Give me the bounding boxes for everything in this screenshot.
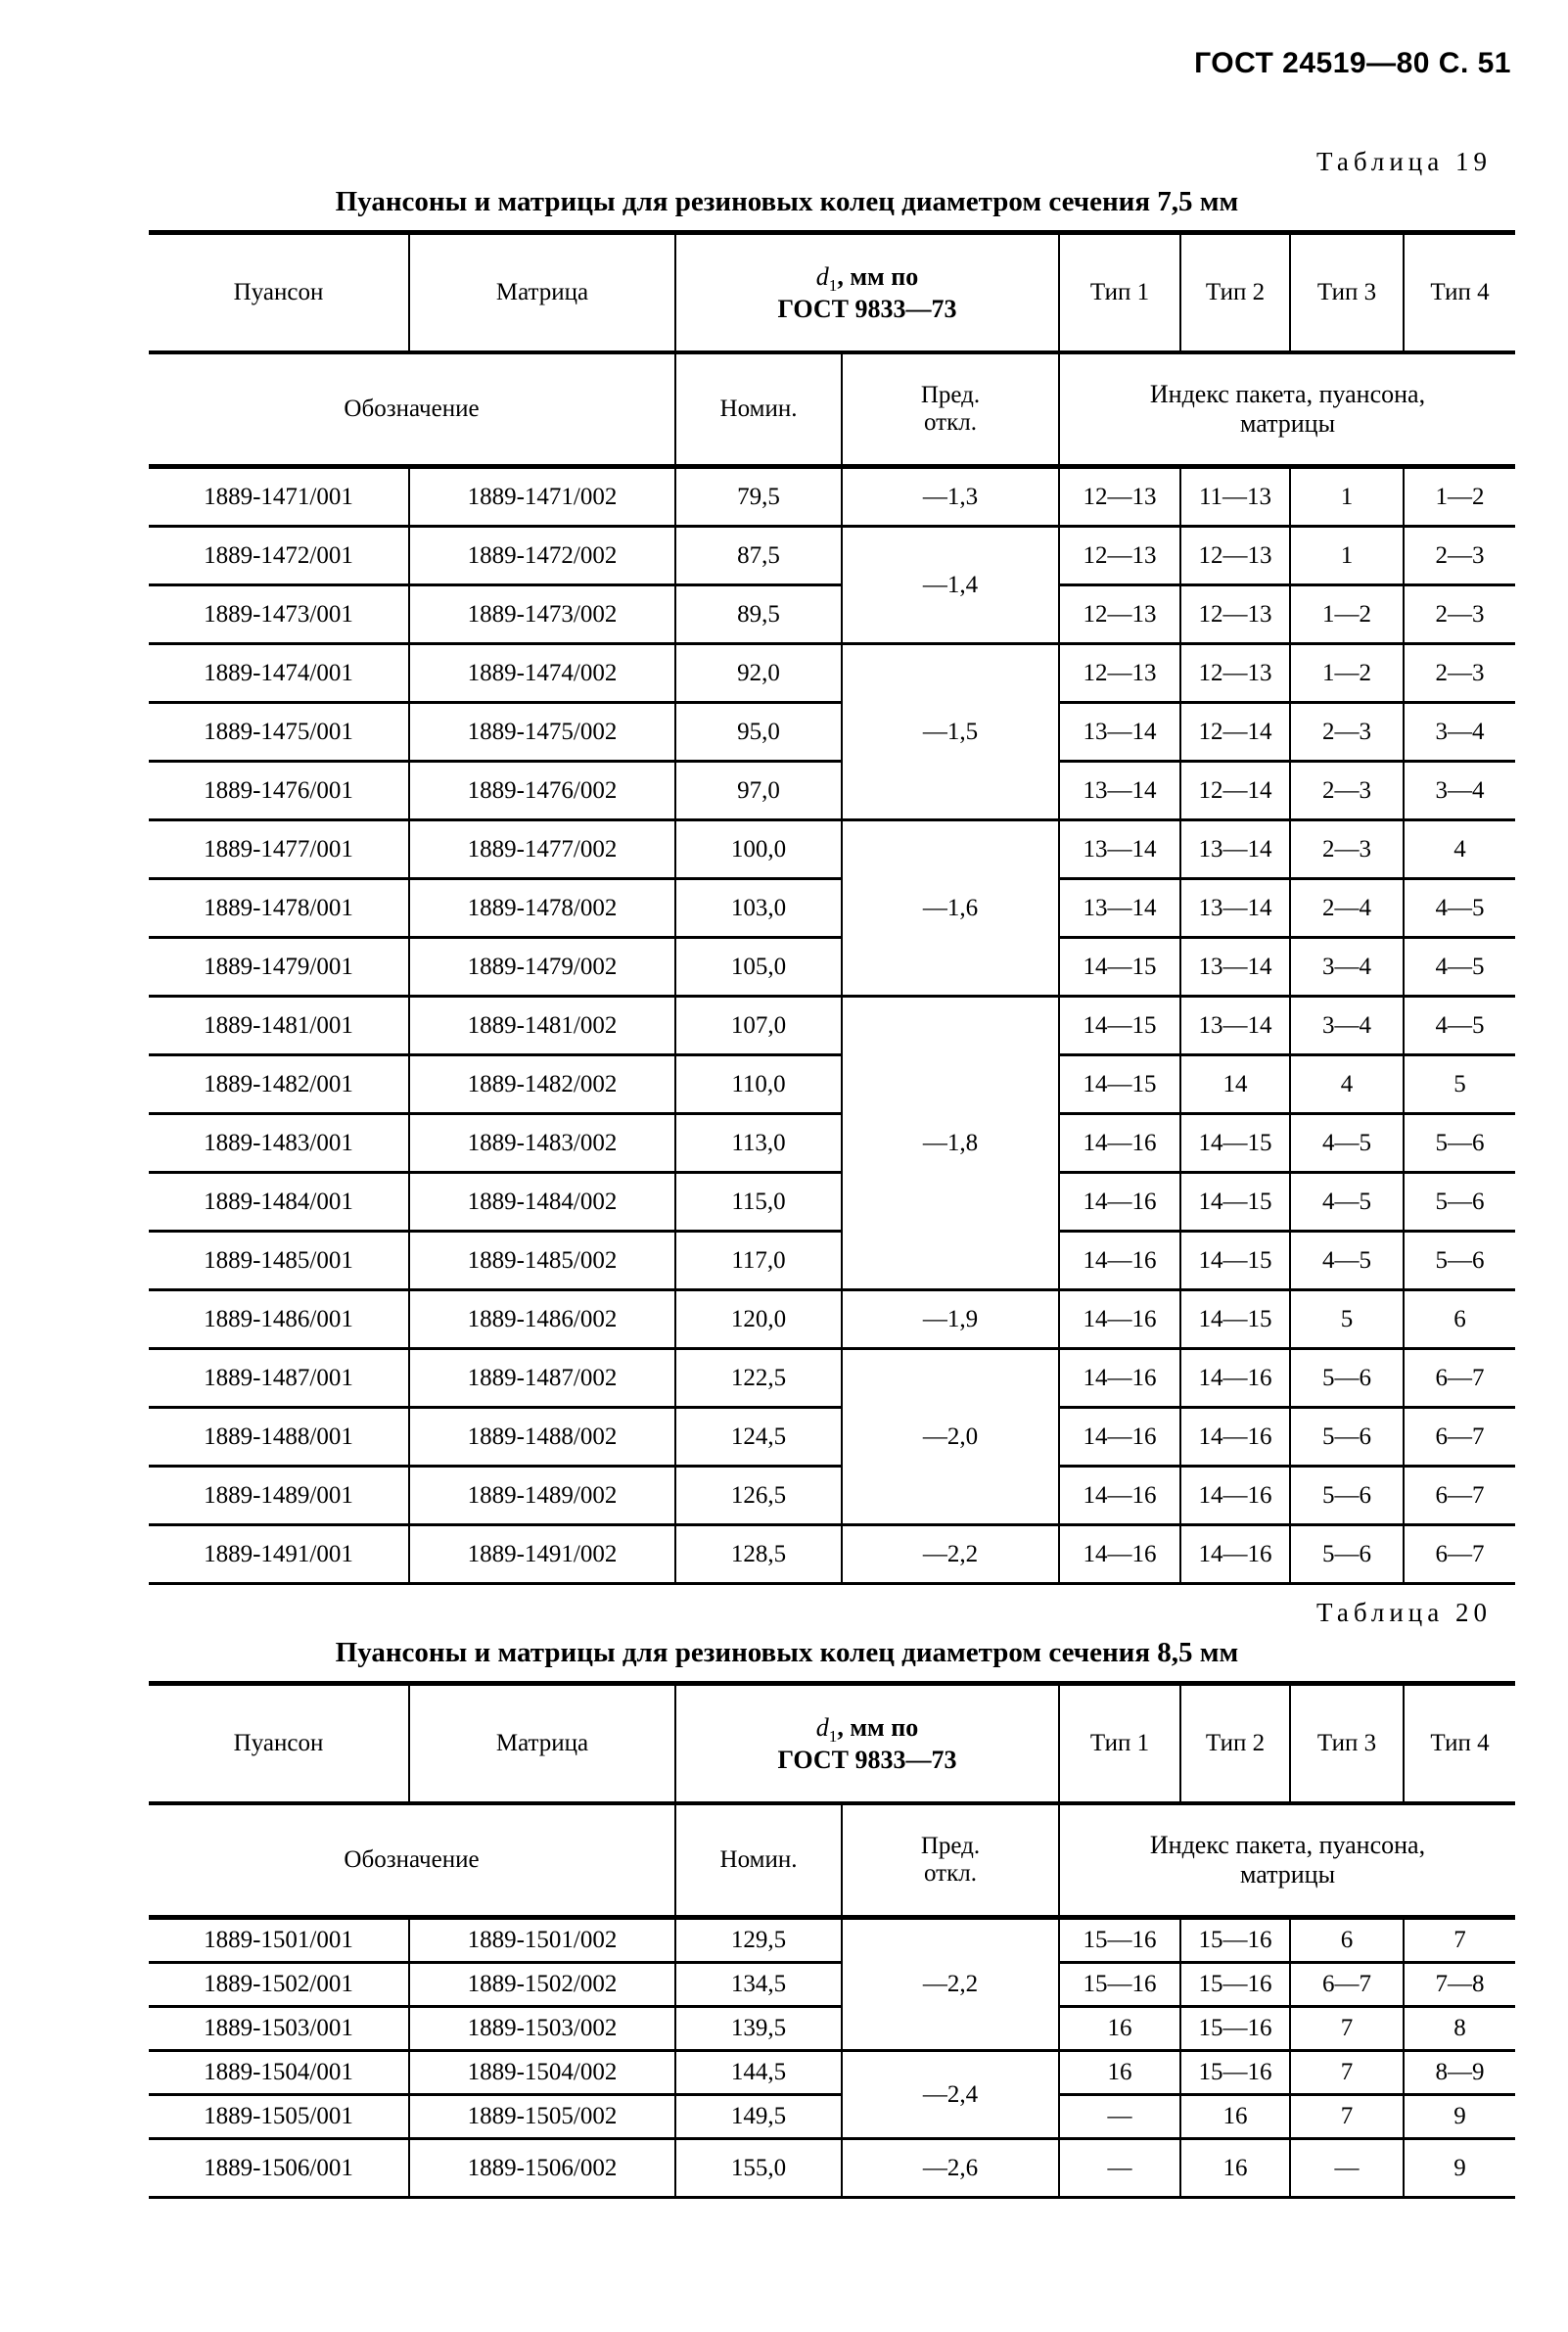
- col-header-type-3: Тип 3: [1290, 1684, 1404, 1804]
- col-header-matrix: Матрица: [409, 233, 675, 353]
- tolerance-label-line2: откл.: [924, 1860, 977, 1887]
- table-block-20: [0, 1598, 1568, 2199]
- tolerance-label-line1: Пред.: [920, 1833, 981, 1859]
- cell-index-type-3: 4—5: [1290, 1114, 1404, 1173]
- cell-index-type-4: 5—6: [1404, 1232, 1515, 1290]
- cell-index-type-1: 14—16: [1059, 1467, 1180, 1525]
- cell-nominal-diameter: 105,0: [675, 938, 842, 997]
- cell-matrix-designation: 1889-1502/002: [409, 1963, 675, 2007]
- cell-punch-designation: 1889-1479/001: [149, 938, 409, 997]
- cell-index-type-4: 5: [1404, 1055, 1515, 1114]
- cell-nominal-diameter: 89,5: [675, 585, 842, 644]
- cell-nominal-diameter: 126,5: [675, 1467, 842, 1525]
- cell-punch-designation: 1889-1476/001: [149, 762, 409, 820]
- cell-index-type-3: 6: [1290, 1918, 1404, 1963]
- cell-matrix-designation: 1889-1479/002: [409, 938, 675, 997]
- col-header-punch: Пуансон: [149, 233, 409, 353]
- cell-index-type-3: 1: [1290, 467, 1404, 527]
- cell-index-type-2: 14—15: [1180, 1114, 1290, 1173]
- cell-index-type-2: 15—16: [1180, 2007, 1290, 2051]
- col-header-index-group: [1059, 1803, 1515, 1918]
- cell-index-type-1: 14—16: [1059, 1232, 1180, 1290]
- cell-index-type-3: 5—6: [1290, 1408, 1404, 1467]
- header-row-primary: [149, 233, 1515, 353]
- cell-nominal-diameter: 115,0: [675, 1173, 842, 1232]
- table-head: [149, 233, 1515, 467]
- cell-index-type-1: 12—13: [1059, 585, 1180, 644]
- cell-matrix-designation: 1889-1474/002: [409, 644, 675, 703]
- cell-punch-designation: 1889-1486/001: [149, 1290, 409, 1349]
- col-header-type-4: Тип 4: [1404, 1684, 1515, 1804]
- cell-nominal-diameter: 97,0: [675, 762, 842, 820]
- cell-index-type-3: 4: [1290, 1055, 1404, 1114]
- cell-index-type-3: 7: [1290, 2095, 1404, 2139]
- d1-symbol: d: [815, 1712, 829, 1742]
- cell-nominal-diameter: 149,5: [675, 2095, 842, 2139]
- table-caption-19: Пуансоны и матрицы для резиновых колец диаметром сечения 7,5 мм: [335, 186, 1239, 217]
- cell-index-type-2: 14—16: [1180, 1408, 1290, 1467]
- cell-index-type-4: 8: [1404, 2007, 1515, 2051]
- cell-index-type-3: 5—6: [1290, 1467, 1404, 1525]
- cell-index-type-4: 2—3: [1404, 527, 1515, 585]
- cell-index-type-3: 5—6: [1290, 1525, 1404, 1584]
- col-header-type-1: Тип 1: [1059, 1684, 1180, 1804]
- col-header-type-4: Тип 4: [1404, 233, 1515, 353]
- cell-punch-designation: 1889-1472/001: [149, 527, 409, 585]
- cell-nominal-diameter: 117,0: [675, 1232, 842, 1290]
- cell-punch-designation: 1889-1474/001: [149, 644, 409, 703]
- cell-index-type-3: 2—3: [1290, 762, 1404, 820]
- cell-limit-deviation: —1,9: [842, 1290, 1059, 1349]
- cell-matrix-designation: 1889-1483/002: [409, 1114, 675, 1173]
- cell-index-type-2: 12—14: [1180, 762, 1290, 820]
- cell-matrix-designation: 1889-1504/002: [409, 2051, 675, 2095]
- cell-index-type-4: 8—9: [1404, 2051, 1515, 2095]
- cell-index-type-3: —: [1290, 2139, 1404, 2198]
- cell-index-type-1: 14—16: [1059, 1349, 1180, 1408]
- cell-index-type-4: 4: [1404, 820, 1515, 879]
- cell-index-type-1: 14—16: [1059, 1173, 1180, 1232]
- table-row: [149, 1173, 1515, 1232]
- col-header-nominal: Номин.: [675, 352, 842, 467]
- cell-nominal-diameter: 110,0: [675, 1055, 842, 1114]
- cell-index-type-2: 13—14: [1180, 879, 1290, 938]
- col-header-designation: Обозначение: [149, 1803, 675, 1918]
- cell-index-type-1: 14—16: [1059, 1114, 1180, 1173]
- d1-unit-text: , мм по: [837, 1712, 919, 1742]
- cell-punch-designation: 1889-1505/001: [149, 2095, 409, 2139]
- cell-punch-designation: 1889-1502/001: [149, 1963, 409, 2007]
- table-number-19: Таблица 19: [1316, 147, 1492, 176]
- cell-limit-deviation: —2,2: [842, 1525, 1059, 1584]
- cell-matrix-designation: 1889-1481/002: [409, 997, 675, 1055]
- cell-index-type-4: 6—7: [1404, 1408, 1515, 1467]
- cell-index-type-1: 12—13: [1059, 467, 1180, 527]
- cell-index-type-2: 14—16: [1180, 1349, 1290, 1408]
- table-row: [149, 1290, 1515, 1349]
- cell-limit-deviation: —2,0: [842, 1349, 1059, 1525]
- cell-index-type-4: 6—7: [1404, 1467, 1515, 1525]
- index-label-line2: матрицы: [1239, 1860, 1336, 1889]
- table-row: [149, 2139, 1515, 2198]
- data-table-20: [149, 1681, 1515, 2199]
- cell-nominal-diameter: 79,5: [675, 467, 842, 527]
- cell-index-type-2: 11—13: [1180, 467, 1290, 527]
- cell-index-type-2: 13—14: [1180, 938, 1290, 997]
- cell-index-type-2: 12—14: [1180, 703, 1290, 762]
- table-row: [149, 1408, 1515, 1467]
- cell-index-type-2: 13—14: [1180, 997, 1290, 1055]
- cell-index-type-4: 7: [1404, 1918, 1515, 1963]
- cell-index-type-2: 16: [1180, 2095, 1290, 2139]
- col-header-index-group: [1059, 352, 1515, 467]
- cell-index-type-2: 13—14: [1180, 820, 1290, 879]
- cell-index-type-2: 12—13: [1180, 527, 1290, 585]
- cell-index-type-3: 1: [1290, 527, 1404, 585]
- cell-index-type-1: 14—16: [1059, 1408, 1180, 1467]
- cell-limit-deviation: —2,4: [842, 2051, 1059, 2139]
- cell-nominal-diameter: 100,0: [675, 820, 842, 879]
- cell-matrix-designation: 1889-1486/002: [409, 1290, 675, 1349]
- cell-matrix-designation: 1889-1477/002: [409, 820, 675, 879]
- cell-punch-designation: 1889-1506/001: [149, 2139, 409, 2198]
- cell-limit-deviation: —2,6: [842, 2139, 1059, 2198]
- table-row: [149, 2095, 1515, 2139]
- cell-index-type-4: 9: [1404, 2095, 1515, 2139]
- cell-matrix-designation: 1889-1471/002: [409, 467, 675, 527]
- cell-matrix-designation: 1889-1485/002: [409, 1232, 675, 1290]
- table-caption-20: Пуансоны и матрицы для резиновых колец диаметром сечения 8,5 мм: [335, 1637, 1239, 1668]
- col-header-d1: [675, 1684, 1059, 1804]
- cell-index-type-1: 13—14: [1059, 762, 1180, 820]
- cell-index-type-1: 16: [1059, 2051, 1180, 2095]
- cell-matrix-designation: 1889-1478/002: [409, 879, 675, 938]
- col-header-type-3: Тип 3: [1290, 233, 1404, 353]
- table-body: [149, 1918, 1515, 2198]
- cell-index-type-3: 5: [1290, 1290, 1404, 1349]
- cell-punch-designation: 1889-1488/001: [149, 1408, 409, 1467]
- index-label-line1: Индекс пакета, пуансона,: [1149, 1831, 1426, 1860]
- cell-limit-deviation: —1,8: [842, 997, 1059, 1290]
- col-header-tolerance: [842, 352, 1059, 467]
- table-row: [149, 997, 1515, 1055]
- cell-punch-designation: 1889-1471/001: [149, 467, 409, 527]
- cell-index-type-1: 14—16: [1059, 1525, 1180, 1584]
- cell-limit-deviation: —1,4: [842, 527, 1059, 644]
- cell-matrix-designation: 1889-1491/002: [409, 1525, 675, 1584]
- header-row-primary: [149, 1684, 1515, 1804]
- cell-index-type-3: 7: [1290, 2051, 1404, 2095]
- cell-index-type-4: 5—6: [1404, 1114, 1515, 1173]
- cell-matrix-designation: 1889-1476/002: [409, 762, 675, 820]
- cell-limit-deviation: —1,5: [842, 644, 1059, 820]
- table-row: [149, 467, 1515, 527]
- cell-limit-deviation: —1,6: [842, 820, 1059, 997]
- table-row: [149, 703, 1515, 762]
- table-row: [149, 1349, 1515, 1408]
- cell-index-type-3: 2—4: [1290, 879, 1404, 938]
- cell-matrix-designation: 1889-1482/002: [409, 1055, 675, 1114]
- cell-index-type-4: 3—4: [1404, 762, 1515, 820]
- cell-index-type-3: 3—4: [1290, 997, 1404, 1055]
- cell-matrix-designation: 1889-1484/002: [409, 1173, 675, 1232]
- cell-punch-designation: 1889-1503/001: [149, 2007, 409, 2051]
- cell-matrix-designation: 1889-1501/002: [409, 1918, 675, 1963]
- d1-reference-standard: ГОСТ 9833—73: [777, 1746, 957, 1775]
- cell-punch-designation: 1889-1484/001: [149, 1173, 409, 1232]
- cell-punch-designation: 1889-1485/001: [149, 1232, 409, 1290]
- cell-index-type-3: 1—2: [1290, 644, 1404, 703]
- d1-subscript: 1: [828, 275, 838, 295]
- col-header-type-2: Тип 2: [1180, 233, 1290, 353]
- cell-nominal-diameter: 124,5: [675, 1408, 842, 1467]
- d1-subscript: 1: [828, 1726, 838, 1746]
- tolerance-label-line2: откл.: [924, 409, 977, 436]
- cell-index-type-3: 6—7: [1290, 1963, 1404, 2007]
- cell-punch-designation: 1889-1501/001: [149, 1918, 409, 1963]
- cell-nominal-diameter: 103,0: [675, 879, 842, 938]
- cell-index-type-3: 2—3: [1290, 820, 1404, 879]
- cell-punch-designation: 1889-1481/001: [149, 997, 409, 1055]
- cell-index-type-2: 12—13: [1180, 644, 1290, 703]
- cell-index-type-1: 15—16: [1059, 1963, 1180, 2007]
- cell-index-type-2: 15—16: [1180, 1963, 1290, 2007]
- cell-index-type-1: 13—14: [1059, 879, 1180, 938]
- cell-limit-deviation: —2,2: [842, 1918, 1059, 2051]
- d1-symbol: d: [815, 261, 829, 291]
- table-row: [149, 1525, 1515, 1584]
- col-header-punch: Пуансон: [149, 1684, 409, 1804]
- cell-index-type-2: 12—13: [1180, 585, 1290, 644]
- cell-index-type-2: 15—16: [1180, 2051, 1290, 2095]
- page-running-head: ГОСТ 24519—80 С. 51: [1194, 47, 1511, 79]
- cell-index-type-2: 14—15: [1180, 1290, 1290, 1349]
- header-row-secondary: [149, 352, 1515, 467]
- cell-index-type-2: 14—15: [1180, 1232, 1290, 1290]
- cell-index-type-4: 4—5: [1404, 997, 1515, 1055]
- cell-index-type-2: 15—16: [1180, 1918, 1290, 1963]
- cell-index-type-1: 15—16: [1059, 1918, 1180, 1963]
- cell-index-type-4: 2—3: [1404, 644, 1515, 703]
- cell-punch-designation: 1889-1477/001: [149, 820, 409, 879]
- data-table-19: [149, 230, 1515, 1585]
- cell-index-type-1: 13—14: [1059, 820, 1180, 879]
- cell-nominal-diameter: 144,5: [675, 2051, 842, 2095]
- table-head: [149, 1684, 1515, 1918]
- cell-nominal-diameter: 113,0: [675, 1114, 842, 1173]
- cell-punch-designation: 1889-1491/001: [149, 1525, 409, 1584]
- cell-index-type-1: 13—14: [1059, 703, 1180, 762]
- cell-nominal-diameter: 87,5: [675, 527, 842, 585]
- cell-index-type-4: 1—2: [1404, 467, 1515, 527]
- table-row: [149, 879, 1515, 938]
- cell-matrix-designation: 1889-1506/002: [409, 2139, 675, 2198]
- header-row-secondary: [149, 1803, 1515, 1918]
- table-number-20: Таблица 20: [1316, 1598, 1492, 1627]
- cell-index-type-1: 12—13: [1059, 644, 1180, 703]
- cell-matrix-designation: 1889-1503/002: [409, 2007, 675, 2051]
- cell-matrix-designation: 1889-1487/002: [409, 1349, 675, 1408]
- cell-index-type-1: —: [1059, 2139, 1180, 2198]
- cell-punch-designation: 1889-1473/001: [149, 585, 409, 644]
- col-header-nominal: Номин.: [675, 1803, 842, 1918]
- cell-punch-designation: 1889-1489/001: [149, 1467, 409, 1525]
- index-label-line2: матрицы: [1239, 409, 1336, 438]
- cell-nominal-diameter: 134,5: [675, 1963, 842, 2007]
- cell-nominal-diameter: 95,0: [675, 703, 842, 762]
- cell-nominal-diameter: 107,0: [675, 997, 842, 1055]
- cell-limit-deviation: —1,3: [842, 467, 1059, 527]
- col-header-designation: Обозначение: [149, 352, 675, 467]
- cell-index-type-1: 14—15: [1059, 1055, 1180, 1114]
- table-row: [149, 1114, 1515, 1173]
- cell-index-type-1: 14—15: [1059, 997, 1180, 1055]
- cell-index-type-1: 16: [1059, 2007, 1180, 2051]
- cell-matrix-designation: 1889-1505/002: [409, 2095, 675, 2139]
- cell-matrix-designation: 1889-1472/002: [409, 527, 675, 585]
- table-block-19: [0, 147, 1568, 1585]
- table-row: [149, 1963, 1515, 2007]
- cell-punch-designation: 1889-1504/001: [149, 2051, 409, 2095]
- cell-index-type-3: 2—3: [1290, 703, 1404, 762]
- table-row: [149, 585, 1515, 644]
- cell-index-type-3: 4—5: [1290, 1173, 1404, 1232]
- cell-punch-designation: 1889-1478/001: [149, 879, 409, 938]
- cell-index-type-4: 6—7: [1404, 1525, 1515, 1584]
- cell-nominal-diameter: 155,0: [675, 2139, 842, 2198]
- cell-index-type-3: 5—6: [1290, 1349, 1404, 1408]
- cell-index-type-2: 14—16: [1180, 1467, 1290, 1525]
- table-row: [149, 2007, 1515, 2051]
- cell-index-type-2: 14—16: [1180, 1525, 1290, 1584]
- d1-unit-text: , мм по: [837, 261, 919, 291]
- col-header-tolerance: [842, 1803, 1059, 1918]
- table-row: [149, 1055, 1515, 1114]
- cell-nominal-diameter: 128,5: [675, 1525, 842, 1584]
- cell-index-type-4: 5—6: [1404, 1173, 1515, 1232]
- table-body: [149, 467, 1515, 1584]
- cell-matrix-designation: 1889-1475/002: [409, 703, 675, 762]
- index-label-line1: Индекс пакета, пуансона,: [1149, 380, 1426, 409]
- cell-index-type-4: 9: [1404, 2139, 1515, 2198]
- table-row: [149, 2051, 1515, 2095]
- table-row: [149, 527, 1515, 585]
- cell-index-type-4: 4—5: [1404, 879, 1515, 938]
- col-header-type-2: Тип 2: [1180, 1684, 1290, 1804]
- cell-nominal-diameter: 139,5: [675, 2007, 842, 2051]
- cell-matrix-designation: 1889-1488/002: [409, 1408, 675, 1467]
- cell-matrix-designation: 1889-1489/002: [409, 1467, 675, 1525]
- cell-index-type-1: 14—15: [1059, 938, 1180, 997]
- cell-index-type-1: —: [1059, 2095, 1180, 2139]
- cell-index-type-4: 4—5: [1404, 938, 1515, 997]
- table-row: [149, 1467, 1515, 1525]
- cell-punch-designation: 1889-1487/001: [149, 1349, 409, 1408]
- cell-index-type-4: 6—7: [1404, 1349, 1515, 1408]
- table-row: [149, 762, 1515, 820]
- col-header-matrix: Матрица: [409, 1684, 675, 1804]
- cell-punch-designation: 1889-1475/001: [149, 703, 409, 762]
- cell-index-type-1: 14—16: [1059, 1290, 1180, 1349]
- cell-index-type-3: 4—5: [1290, 1232, 1404, 1290]
- cell-nominal-diameter: 129,5: [675, 1918, 842, 1963]
- cell-punch-designation: 1889-1482/001: [149, 1055, 409, 1114]
- cell-punch-designation: 1889-1483/001: [149, 1114, 409, 1173]
- tolerance-label-line1: Пред.: [920, 382, 981, 408]
- cell-index-type-3: 1—2: [1290, 585, 1404, 644]
- cell-index-type-2: 14—15: [1180, 1173, 1290, 1232]
- table-row: [149, 820, 1515, 879]
- col-header-d1: [675, 233, 1059, 353]
- cell-index-type-4: 3—4: [1404, 703, 1515, 762]
- d1-reference-standard: ГОСТ 9833—73: [777, 295, 957, 324]
- cell-index-type-2: 16: [1180, 2139, 1290, 2198]
- col-header-type-1: Тип 1: [1059, 233, 1180, 353]
- table-row: [149, 1918, 1515, 1963]
- cell-matrix-designation: 1889-1473/002: [409, 585, 675, 644]
- cell-index-type-3: 7: [1290, 2007, 1404, 2051]
- cell-nominal-diameter: 92,0: [675, 644, 842, 703]
- cell-index-type-4: 7—8: [1404, 1963, 1515, 2007]
- cell-index-type-1: 12—13: [1059, 527, 1180, 585]
- table-row: [149, 644, 1515, 703]
- cell-nominal-diameter: 122,5: [675, 1349, 842, 1408]
- cell-index-type-2: 14: [1180, 1055, 1290, 1114]
- table-row: [149, 938, 1515, 997]
- cell-index-type-4: 6: [1404, 1290, 1515, 1349]
- cell-nominal-diameter: 120,0: [675, 1290, 842, 1349]
- cell-index-type-3: 3—4: [1290, 938, 1404, 997]
- table-row: [149, 1232, 1515, 1290]
- cell-index-type-4: 2—3: [1404, 585, 1515, 644]
